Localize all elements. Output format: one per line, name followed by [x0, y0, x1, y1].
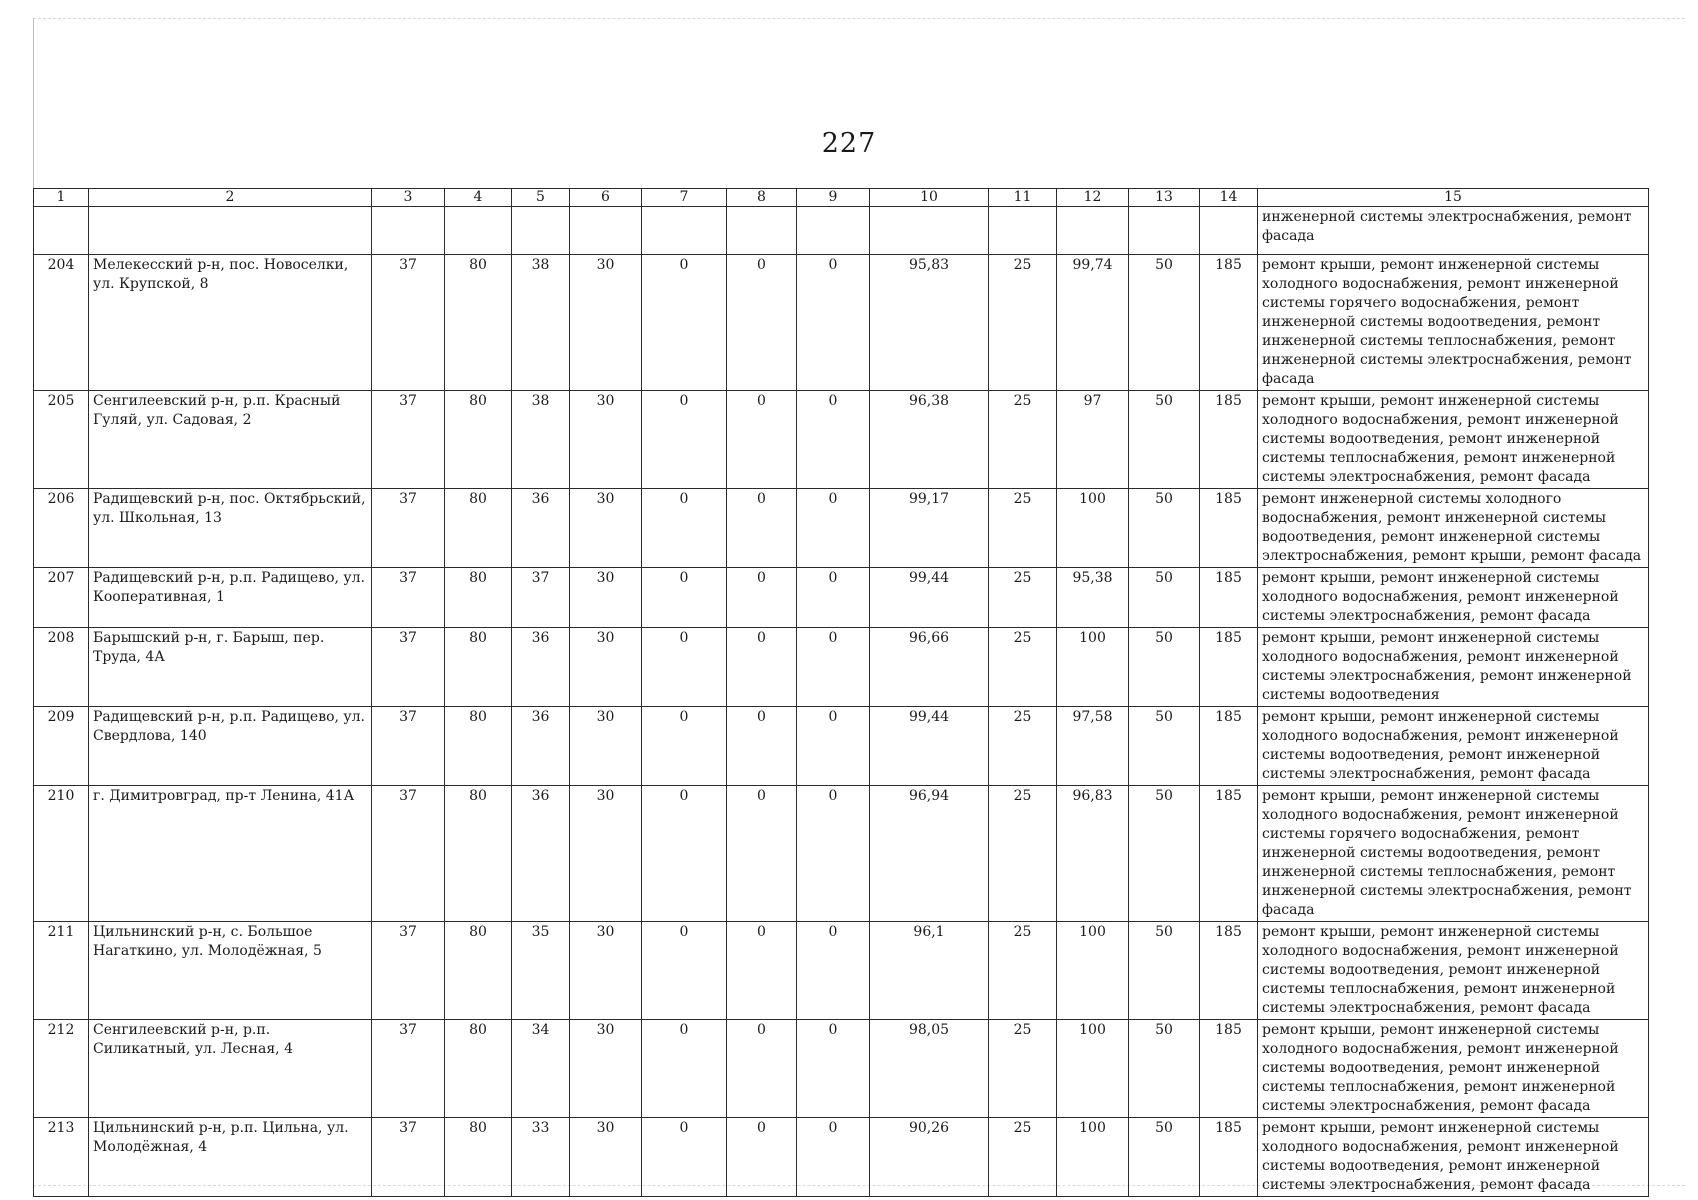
value-cell-c14: 185	[1200, 391, 1258, 489]
works-cell: ремонт крыши, ремонт инженерной системы холодного водоснабжения, ремонт инженерной системы горячего водоснабжения, ремонт инженерной системы водоотведения, ремонт инженерной системы теплоснабжения, ремонт инженерной системы электроснабжения, ремонт фасада	[1258, 255, 1649, 391]
works-cell: ремонт крыши, ремонт инженерной системы холодного водоснабжения, ремонт инженерной системы электроснабжения, ремонт фасада	[1258, 568, 1649, 628]
value-cell-c4: 80	[445, 568, 512, 628]
value-cell-c5: 37	[512, 568, 570, 628]
value-cell-c12: 95,38	[1057, 568, 1129, 628]
table-row	[34, 628, 1649, 707]
value-cell-c14: 185	[1200, 628, 1258, 707]
value-cell-c12: 97	[1057, 391, 1129, 489]
value-cell-c5: 35	[512, 922, 570, 1020]
value-cell-c10: 90,26	[870, 1118, 989, 1197]
value-cell-c13: 50	[1129, 255, 1200, 391]
works-cell: ремонт крыши, ремонт инженерной системы холодного водоснабжения, ремонт инженерной системы водоотведения, ремонт инженерной системы электроснабжения, ремонт фасада	[1258, 1118, 1649, 1197]
value-cell-c12: 100	[1057, 1020, 1129, 1118]
works-cell: ремонт крыши, ремонт инженерной системы холодного водоснабжения, ремонт инженерной системы водоотведения, ремонт инженерной системы электроснабжения, ремонт фасада	[1258, 707, 1649, 786]
value-cell-c6: 30	[570, 1020, 642, 1118]
value-cell-c7: 0	[642, 1020, 727, 1118]
value-cell-c9: 0	[797, 391, 870, 489]
value-cell-c8: 0	[727, 628, 797, 707]
value-cell-c5: 36	[512, 628, 570, 707]
value-cell-c10: 96,1	[870, 922, 989, 1020]
value-cell-c13: 50	[1129, 628, 1200, 707]
value-cell-c8: 0	[727, 489, 797, 568]
address-cell: Радищевский р-н, р.п. Радищево, ул. Свердлова, 140	[89, 707, 372, 786]
value-cell-c12: 100	[1057, 628, 1129, 707]
value-cell-c14: 185	[1200, 568, 1258, 628]
value-cell-c8: 0	[727, 786, 797, 922]
column-number-row	[34, 189, 1649, 207]
value-cell-c14: 185	[1200, 786, 1258, 922]
works-cell: ремонт крыши, ремонт инженерной системы холодного водоснабжения, ремонт инженерной системы горячего водоснабжения, ремонт инженерной системы водоотведения, ремонт инженерной системы теплоснабжения, ремонт инженерной системы электроснабжения, ремонт фасада	[1258, 786, 1649, 922]
table-row	[34, 707, 1649, 786]
row-number-cell: 204	[34, 255, 89, 391]
value-cell-c11: 25	[989, 922, 1057, 1020]
address-cell: Барышский р-н, г. Барыш, пер. Труда, 4А	[89, 628, 372, 707]
value-cell-c11: 25	[989, 786, 1057, 922]
value-cell-c7: 0	[642, 1118, 727, 1197]
value-cell-c8: 0	[727, 1020, 797, 1118]
column-header: 4	[445, 189, 512, 207]
row-number-cell: 209	[34, 707, 89, 786]
value-cell-c10: 99,17	[870, 489, 989, 568]
value-cell-c4: 80	[445, 628, 512, 707]
value-cell-c3: 37	[372, 1118, 445, 1197]
column-header: 8	[727, 189, 797, 207]
value-cell-c14: 185	[1200, 1020, 1258, 1118]
value-cell-c6: 30	[570, 568, 642, 628]
value-cell-c12: 100	[1057, 922, 1129, 1020]
value-cell-c11: 25	[989, 489, 1057, 568]
value-cell-c5: 38	[512, 391, 570, 489]
value-cell-c6: 30	[570, 1118, 642, 1197]
table-body	[34, 207, 1649, 1197]
value-cell-c4: 80	[445, 707, 512, 786]
value-cell-c3: 37	[372, 628, 445, 707]
continuation-row	[34, 207, 1649, 255]
value-cell-c9: 0	[797, 1118, 870, 1197]
value-cell-c14: 185	[1200, 707, 1258, 786]
column-header: 1	[34, 189, 89, 207]
column-header: 11	[989, 189, 1057, 207]
value-cell-c13: 50	[1129, 786, 1200, 922]
address-cell: Мелекесский р-н, пос. Новоселки, ул. Крупской, 8	[89, 255, 372, 391]
address-cell: Цильнинский р-н, р.п. Цильна, ул. Молодёжная, 4	[89, 1118, 372, 1197]
table-row	[34, 568, 1649, 628]
value-cell-c14: 185	[1200, 922, 1258, 1020]
address-cell: Радищевский р-н, р.п. Радищево, ул. Кооперативная, 1	[89, 568, 372, 628]
table-row	[34, 489, 1649, 568]
column-header: 6	[570, 189, 642, 207]
value-cell-c9: 0	[797, 922, 870, 1020]
value-cell-c3: 37	[372, 391, 445, 489]
value-cell-c10: 98,05	[870, 1020, 989, 1118]
row-number-cell: 211	[34, 922, 89, 1020]
row-number-cell: 208	[34, 628, 89, 707]
value-cell-c11: 25	[989, 1020, 1057, 1118]
value-cell-c9: 0	[797, 786, 870, 922]
value-cell-c7: 0	[642, 628, 727, 707]
value-cell-c11: 25	[989, 568, 1057, 628]
value-cell-c9: 0	[797, 255, 870, 391]
value-cell-c6: 30	[570, 786, 642, 922]
column-header: 3	[372, 189, 445, 207]
value-cell-c12: 97,58	[1057, 707, 1129, 786]
value-cell-c9: 0	[797, 568, 870, 628]
table-row	[34, 1118, 1649, 1197]
works-cell: инженерной системы электроснабжения, ремонт фасада	[1258, 207, 1649, 255]
value-cell-c7: 0	[642, 489, 727, 568]
works-cell: ремонт крыши, ремонт инженерной системы холодного водоснабжения, ремонт инженерной системы водоотведения, ремонт инженерной системы теплоснабжения, ремонт инженерной системы электроснабжения, ремонт фасада	[1258, 1020, 1649, 1118]
value-cell-c10: 99,44	[870, 568, 989, 628]
value-cell-c10: 96,94	[870, 786, 989, 922]
value-cell-c6: 30	[570, 922, 642, 1020]
value-cell-c7: 0	[642, 922, 727, 1020]
value-cell-c7: 0	[642, 707, 727, 786]
value-cell-c12: 100	[1057, 1118, 1129, 1197]
column-header: 5	[512, 189, 570, 207]
column-header: 14	[1200, 189, 1258, 207]
value-cell-c12: 100	[1057, 489, 1129, 568]
value-cell-c8: 0	[727, 922, 797, 1020]
value-cell-c4: 80	[445, 489, 512, 568]
works-table	[33, 188, 1649, 1197]
row-number-cell: 207	[34, 568, 89, 628]
row-number-cell: 210	[34, 786, 89, 922]
address-cell: Сенгилеевский р-н, р.п. Силикатный, ул. Лесная, 4	[89, 1020, 372, 1118]
value-cell-c13: 50	[1129, 391, 1200, 489]
table-row	[34, 391, 1649, 489]
value-cell-c13: 50	[1129, 1020, 1200, 1118]
row-number-cell: 206	[34, 489, 89, 568]
value-cell-c11: 25	[989, 255, 1057, 391]
value-cell-c7: 0	[642, 568, 727, 628]
row-number-cell: 205	[34, 391, 89, 489]
value-cell-c9: 0	[797, 489, 870, 568]
value-cell-c5: 34	[512, 1020, 570, 1118]
value-cell-c10: 99,44	[870, 707, 989, 786]
value-cell-c4: 80	[445, 391, 512, 489]
value-cell-c13: 50	[1129, 489, 1200, 568]
value-cell-c5: 36	[512, 786, 570, 922]
value-cell-c9: 0	[797, 707, 870, 786]
column-header: 13	[1129, 189, 1200, 207]
value-cell-c8: 0	[727, 568, 797, 628]
value-cell-c4: 80	[445, 786, 512, 922]
column-header: 7	[642, 189, 727, 207]
value-cell-c8: 0	[727, 707, 797, 786]
column-header: 2	[89, 189, 372, 207]
value-cell-c9: 0	[797, 1020, 870, 1118]
works-cell: ремонт крыши, ремонт инженерной системы холодного водоснабжения, ремонт инженерной системы электроснабжения, ремонт инженерной системы водоотведения	[1258, 628, 1649, 707]
column-header: 12	[1057, 189, 1129, 207]
value-cell-c7: 0	[642, 786, 727, 922]
value-cell-c3: 37	[372, 1020, 445, 1118]
value-cell-c10: 96,66	[870, 628, 989, 707]
value-cell-c4: 80	[445, 255, 512, 391]
value-cell-c6: 30	[570, 489, 642, 568]
value-cell-c11: 25	[989, 1118, 1057, 1197]
value-cell-c3: 37	[372, 568, 445, 628]
value-cell-c6: 30	[570, 707, 642, 786]
value-cell-c3: 37	[372, 707, 445, 786]
value-cell-c4: 80	[445, 1020, 512, 1118]
value-cell-c5: 38	[512, 255, 570, 391]
value-cell-c14: 185	[1200, 1118, 1258, 1197]
value-cell-c11: 25	[989, 391, 1057, 489]
value-cell-c3: 37	[372, 786, 445, 922]
value-cell-c13: 50	[1129, 922, 1200, 1020]
column-header: 9	[797, 189, 870, 207]
value-cell-c3: 37	[372, 255, 445, 391]
table-row	[34, 922, 1649, 1020]
row-number-cell: 213	[34, 1118, 89, 1197]
value-cell-c4: 80	[445, 922, 512, 1020]
works-cell: ремонт инженерной системы холодного водоснабжения, ремонт инженерной системы водоотведения, ремонт инженерной системы электроснабжения, ремонт крыши, ремонт фасада	[1258, 489, 1649, 568]
value-cell-c8: 0	[727, 1118, 797, 1197]
value-cell-c8: 0	[727, 255, 797, 391]
address-cell: Радищевский р-н, пос. Октябрьский, ул. Школьная, 13	[89, 489, 372, 568]
value-cell-c3: 37	[372, 922, 445, 1020]
value-cell-c7: 0	[642, 391, 727, 489]
value-cell-c11: 25	[989, 707, 1057, 786]
value-cell-c4: 80	[445, 1118, 512, 1197]
value-cell-c7: 0	[642, 255, 727, 391]
value-cell-c12: 96,83	[1057, 786, 1129, 922]
works-cell: ремонт крыши, ремонт инженерной системы холодного водоснабжения, ремонт инженерной системы водоотведения, ремонт инженерной системы теплоснабжения, ремонт инженерной системы электроснабжения, ремонт фасада	[1258, 922, 1649, 1020]
works-cell: ремонт крыши, ремонт инженерной системы холодного водоснабжения, ремонт инженерной системы водоотведения, ремонт инженерной системы теплоснабжения, ремонт инженерной системы электроснабжения, ремонт фасада	[1258, 391, 1649, 489]
value-cell-c12: 99,74	[1057, 255, 1129, 391]
value-cell-c11: 25	[989, 628, 1057, 707]
value-cell-c6: 30	[570, 628, 642, 707]
address-cell: Сенгилеевский р-н, р.п. Красный Гуляй, ул. Садовая, 2	[89, 391, 372, 489]
value-cell-c5: 36	[512, 707, 570, 786]
value-cell-c6: 30	[570, 391, 642, 489]
value-cell-c5: 36	[512, 489, 570, 568]
value-cell-c9: 0	[797, 628, 870, 707]
value-cell-c10: 95,83	[870, 255, 989, 391]
row-number-cell: 212	[34, 1020, 89, 1118]
column-header: 10	[870, 189, 989, 207]
table-row	[34, 1020, 1649, 1118]
value-cell-c8: 0	[727, 391, 797, 489]
column-header: 15	[1258, 189, 1649, 207]
value-cell-c6: 30	[570, 255, 642, 391]
address-cell: г. Димитровград, пр-т Ленина, 41А	[89, 786, 372, 922]
value-cell-c14: 185	[1200, 255, 1258, 391]
value-cell-c13: 50	[1129, 707, 1200, 786]
value-cell-c10: 96,38	[870, 391, 989, 489]
value-cell-c3: 37	[372, 489, 445, 568]
value-cell-c14: 185	[1200, 489, 1258, 568]
table-row	[34, 255, 1649, 391]
page-number: 227	[821, 128, 877, 159]
value-cell-c13: 50	[1129, 1118, 1200, 1197]
address-cell: Цильнинский р-н, с. Большое Нагаткино, ул. Молодёжная, 5	[89, 922, 372, 1020]
value-cell-c5: 33	[512, 1118, 570, 1197]
table-row	[34, 786, 1649, 922]
value-cell-c13: 50	[1129, 568, 1200, 628]
